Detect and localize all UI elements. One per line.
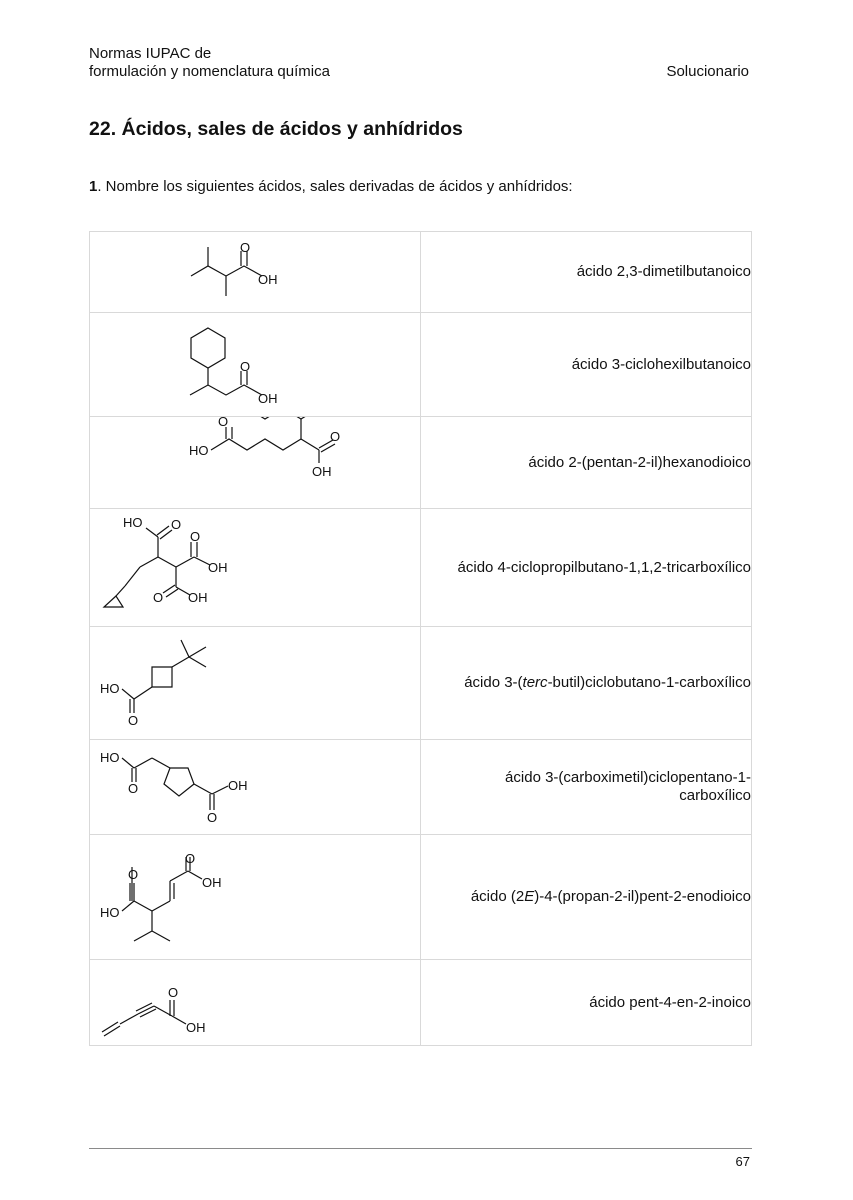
atom-ho: HO: [123, 515, 143, 530]
atom-oh: OH: [208, 560, 228, 575]
table-row: [90, 417, 752, 509]
table-row: [90, 740, 752, 835]
atom-o: O: [153, 590, 164, 605]
atom-oh: OH: [202, 875, 222, 890]
atom-o: O: [218, 417, 229, 429]
atom-o: O: [190, 529, 201, 544]
compound-name: ácido 2-(pentan-2-il)hexanodioico: [421, 417, 752, 509]
compound-name: ácido 4-ciclopropilbutano-1,1,2-tricarboxílico: [421, 509, 752, 627]
compound-name: ácido pent-4-en-2-inoico: [421, 960, 752, 1046]
atom-oh: OH: [186, 1020, 206, 1035]
question-text: . Nombre los siguientes ácidos, sales derivadas de ácidos y anhídridos:: [97, 178, 573, 195]
table-row: [90, 627, 752, 740]
structure-cell: [90, 232, 421, 313]
table-row: [90, 835, 752, 960]
table-row: [90, 960, 752, 1046]
structure-cell: [90, 835, 421, 960]
structure-2-pentan-2-il-hexanodioico: [90, 417, 420, 508]
header-line-2: formulación y nomenclatura química: [89, 63, 330, 80]
header-line-1: Normas IUPAC de: [89, 45, 212, 62]
structure-3-ciclohexilbutanoico: [90, 313, 420, 416]
structure-cell: [90, 960, 421, 1046]
atom-o: O: [171, 517, 182, 532]
table-row: [90, 313, 752, 417]
table-row: [90, 509, 752, 627]
atom-oh: OH: [258, 391, 278, 406]
structure-cell: [90, 740, 421, 835]
atom-oh: OH: [258, 272, 278, 287]
section-title: 22. Ácidos, sales de ácidos y anhídridos: [89, 118, 463, 140]
atom-o: O: [168, 985, 179, 1000]
atom-ho: HO: [100, 750, 120, 765]
structure-2E-4-propan-2-il-pent-2-enodioico: [90, 835, 420, 959]
structure-cell: [90, 509, 421, 627]
structure-cell: [90, 627, 421, 740]
atom-o: O: [128, 867, 139, 882]
structure-cell: [90, 417, 421, 509]
structure-3-carboximetil-ciclopentano-carboxilico: [90, 740, 420, 834]
atom-oh: OH: [228, 778, 248, 793]
compound-name: ácido 3-ciclohexilbutanoico: [421, 313, 752, 417]
atom-o: O: [207, 810, 218, 825]
atom-o: O: [128, 713, 139, 728]
running-header: [89, 45, 330, 81]
answer-table: [89, 231, 752, 1046]
structure-2-3-dimetilbutanoico: [90, 232, 420, 312]
header-right: Solucionario: [666, 63, 749, 80]
atom-ho: HO: [100, 905, 120, 920]
compound-name: ácido 3-(terc-butil)ciclobutano-1-carboxílico: [421, 627, 752, 740]
page-number: 67: [735, 1154, 750, 1169]
atom-oh: OH: [188, 590, 208, 605]
atom-o: O: [240, 359, 251, 374]
atom-o: O: [330, 429, 341, 444]
question-number: 1: [89, 178, 98, 195]
compound-name: ácido 2,3-dimetilbutanoico: [421, 232, 752, 313]
question: [89, 178, 573, 195]
structure-pent-4-en-2-inoico: [90, 960, 420, 1045]
atom-o: O: [185, 851, 196, 866]
atom-o: O: [240, 240, 251, 255]
structure-4-ciclopropilbutano-tricarboxilico: [90, 509, 420, 626]
atom-ho: HO: [189, 443, 209, 458]
compound-name: ácido 3-(carboximetil)ciclopentano-1- carboxílico: [421, 740, 752, 835]
atom-o: O: [128, 781, 139, 796]
compound-name: ácido (2E)-4-(propan-2-il)pent-2-enodioico: [421, 835, 752, 960]
footer-rule: [89, 1148, 752, 1149]
atom-ho: HO: [100, 681, 120, 696]
table-row: [90, 232, 752, 313]
atom-oh: OH: [312, 464, 332, 479]
structure-cell: [90, 313, 421, 417]
structure-3-terc-butil-ciclobutano-carboxilico: [90, 627, 420, 739]
